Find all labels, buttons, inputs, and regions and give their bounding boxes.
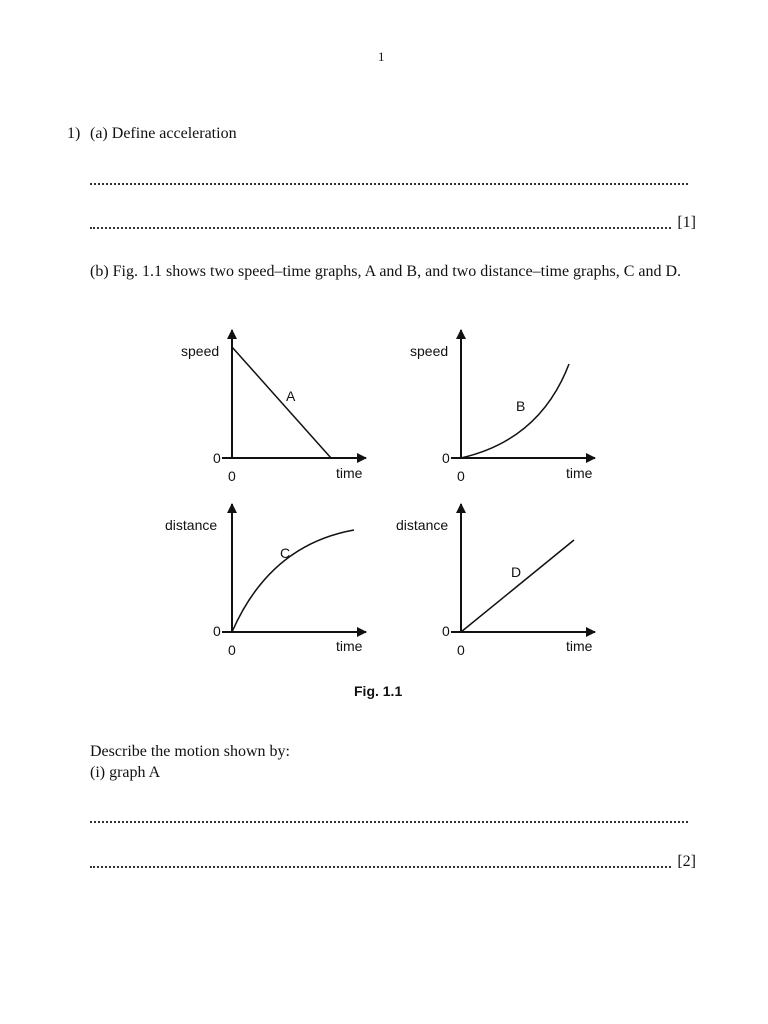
graph-c-curve-label: C [280, 545, 291, 561]
question-number: 1) [67, 125, 81, 142]
graph-c-origin-x: 0 [228, 642, 236, 658]
mark-i: [2] [677, 853, 696, 870]
answer-line-i-1[interactable] [90, 808, 688, 828]
answer-line-i-2[interactable] [90, 853, 696, 873]
graph-c-curve [232, 530, 354, 632]
graph-a-origin-y: 0 [213, 450, 221, 466]
mark-a: [1] [677, 214, 696, 231]
graph-c-ylabel: distance [165, 517, 218, 533]
graph-b [410, 330, 595, 484]
sub-question-i: (i) graph A [90, 764, 161, 781]
graph-d-curve-label: D [511, 564, 522, 580]
figure-caption: Fig. 1.1 [354, 683, 403, 699]
question-a-text: (a) Define acceleration [90, 125, 237, 142]
graph-a-line [232, 347, 331, 458]
graph-d [396, 504, 595, 658]
graph-d-ylabel: distance [396, 517, 449, 533]
graph-d-xlabel: time [566, 638, 593, 654]
graph-b-origin-x: 0 [457, 468, 465, 484]
graph-d-origin-x: 0 [457, 642, 465, 658]
graph-d-origin-y: 0 [442, 623, 450, 639]
graph-c-origin-y: 0 [213, 623, 221, 639]
graph-a-origin-x: 0 [228, 468, 236, 484]
graph-b-curve [461, 364, 569, 458]
graph-b-curve-label: B [516, 398, 526, 414]
graph-d-line [461, 540, 574, 632]
describe-text: Describe the motion shown by: [90, 743, 290, 760]
graph-b-ylabel: speed [410, 343, 449, 359]
graph-b-xlabel: time [566, 465, 593, 481]
graph-a-xlabel: time [336, 465, 363, 481]
page-number: 1 [378, 49, 385, 64]
graph-c [165, 504, 366, 658]
graph-c-xlabel: time [336, 638, 363, 654]
question-b-text: (b) Fig. 1.1 shows two speed–time graphs, A and B, and two distance–time graphs, C and D. [90, 263, 682, 280]
graph-a-ylabel: speed [181, 343, 220, 359]
graph-b-origin-y: 0 [442, 450, 450, 466]
graph-a [181, 330, 366, 484]
graph-a-curve-label: A [286, 388, 296, 404]
